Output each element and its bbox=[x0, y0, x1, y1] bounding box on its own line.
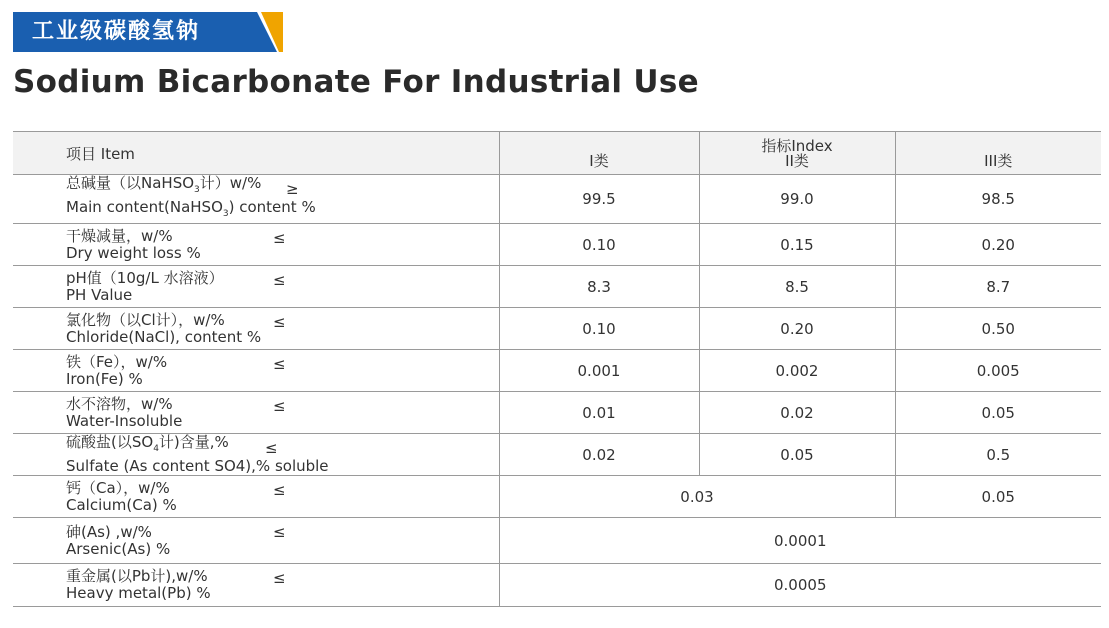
table-row bbox=[13, 564, 1101, 607]
value-grade-1: 0.01 bbox=[499, 392, 699, 434]
item-cell bbox=[13, 266, 499, 308]
table-header-row bbox=[13, 132, 1101, 175]
value-grade-2: 0.05 bbox=[699, 434, 895, 476]
value-grade-1-2: 0.03 bbox=[499, 476, 895, 518]
item-cn: 氯化物（以Cl计），w/% bbox=[66, 310, 225, 329]
table-row bbox=[13, 175, 1101, 224]
item-cn: 干燥减量，w/% bbox=[66, 226, 173, 245]
grade-label: I类 bbox=[589, 152, 609, 170]
value-grade-3: 0.5 bbox=[895, 434, 1101, 476]
item-cn: 钙（Ca），w/% bbox=[66, 478, 170, 497]
item-en: Calcium(Ca) % bbox=[66, 495, 177, 514]
table-row bbox=[13, 518, 1101, 564]
item-cell bbox=[13, 564, 499, 607]
value-grade-1: 99.5 bbox=[499, 175, 699, 224]
item-en: Heavy metal(Pb) % bbox=[66, 584, 211, 602]
table-row bbox=[13, 224, 1101, 266]
value-grade-1: 0.10 bbox=[499, 308, 699, 350]
comparison-symbol: ≤ bbox=[273, 397, 286, 415]
item-cell bbox=[13, 434, 499, 476]
item-en: Water-Insoluble bbox=[66, 411, 183, 430]
value-grade-3: 0.20 bbox=[895, 224, 1101, 266]
table-row bbox=[13, 476, 1101, 518]
item-cell bbox=[13, 518, 499, 564]
banner-title: 工业级碳酸氢钠 bbox=[32, 19, 201, 44]
spec-table bbox=[13, 131, 1101, 607]
comparison-symbol: ≤ bbox=[273, 481, 286, 499]
comparison-symbol: ≤ bbox=[273, 229, 286, 247]
grade-label: II类 bbox=[785, 152, 809, 170]
comparison-symbol: ≥ bbox=[286, 180, 299, 198]
item-cn: 总碱量（以NaHSO$_3$计）w/% bbox=[66, 174, 262, 195]
header-grade-3 bbox=[895, 132, 1101, 175]
header-grade-1 bbox=[499, 132, 699, 175]
value-grade-3: 0.05 bbox=[895, 476, 1101, 518]
item-cn: 水不溶物，w/% bbox=[66, 394, 173, 413]
value-grade-1: 0.10 bbox=[499, 224, 699, 266]
value-all-grades: 0.0001 bbox=[499, 518, 1101, 564]
comparison-symbol: ≤ bbox=[265, 439, 278, 457]
value-grade-1: 0.02 bbox=[499, 434, 699, 476]
comparison-symbol: ≤ bbox=[273, 271, 286, 289]
item-cn: 硫酸盐(以$SO_4$计)含量,% bbox=[66, 433, 229, 454]
header-grade-2 bbox=[699, 132, 895, 175]
item-en: Arsenic(As) % bbox=[66, 539, 171, 558]
item-cell bbox=[13, 350, 499, 392]
value-grade-3: 0.005 bbox=[895, 350, 1101, 392]
comparison-symbol: ≤ bbox=[273, 569, 286, 587]
item-cell bbox=[13, 308, 499, 350]
item-cn: 铁（Fe），w/% bbox=[66, 352, 168, 371]
item-cn: pH值（10g/L 水溶液） bbox=[66, 268, 224, 287]
value-grade-1: 8.3 bbox=[499, 266, 699, 308]
value-grade-2: 0.20 bbox=[699, 308, 895, 350]
value-grade-2: 0.02 bbox=[699, 392, 895, 434]
item-cell bbox=[13, 392, 499, 434]
page-title: Sodium Bicarbonate For Industrial Use bbox=[13, 64, 699, 100]
table-row bbox=[13, 308, 1101, 350]
item-cell bbox=[13, 175, 499, 224]
comparison-symbol: ≤ bbox=[273, 313, 286, 331]
table-row bbox=[13, 392, 1101, 434]
item-en: Iron(Fe) % bbox=[66, 369, 143, 388]
item-cell bbox=[13, 476, 499, 518]
grade-label: III类 bbox=[984, 152, 1013, 170]
value-grade-3: 0.05 bbox=[895, 392, 1101, 434]
item-cn: 砷(As) ,w/% bbox=[66, 522, 152, 541]
header-index: 指标Index bbox=[761, 137, 833, 155]
item-cell bbox=[13, 224, 499, 266]
value-grade-2: 0.002 bbox=[699, 350, 895, 392]
value-grade-2: 8.5 bbox=[699, 266, 895, 308]
value-grade-2: 99.0 bbox=[699, 175, 895, 224]
item-cn: 重金属(以Pb计),w/% bbox=[66, 567, 208, 585]
section-banner bbox=[13, 12, 283, 52]
item-en: PH Value bbox=[66, 285, 133, 304]
table-row bbox=[13, 266, 1101, 308]
value-all-grades: 0.0005 bbox=[499, 564, 1101, 607]
item-en: Sulfate (As content SO4),% soluble bbox=[66, 457, 329, 475]
item-en: Main content(NaHSO$_3$) content % bbox=[66, 198, 316, 219]
value-grade-3: 98.5 bbox=[895, 175, 1101, 224]
header-item: 项目 Item bbox=[13, 132, 499, 175]
value-grade-3: 8.7 bbox=[895, 266, 1101, 308]
comparison-symbol: ≤ bbox=[273, 355, 286, 373]
value-grade-1: 0.001 bbox=[499, 350, 699, 392]
comparison-symbol: ≤ bbox=[273, 523, 286, 541]
item-en: Dry weight loss % bbox=[66, 243, 201, 262]
table-row bbox=[13, 434, 1101, 476]
value-grade-3: 0.50 bbox=[895, 308, 1101, 350]
table-row bbox=[13, 350, 1101, 392]
item-en: Chloride(NaCl), content % bbox=[66, 327, 262, 346]
value-grade-2: 0.15 bbox=[699, 224, 895, 266]
